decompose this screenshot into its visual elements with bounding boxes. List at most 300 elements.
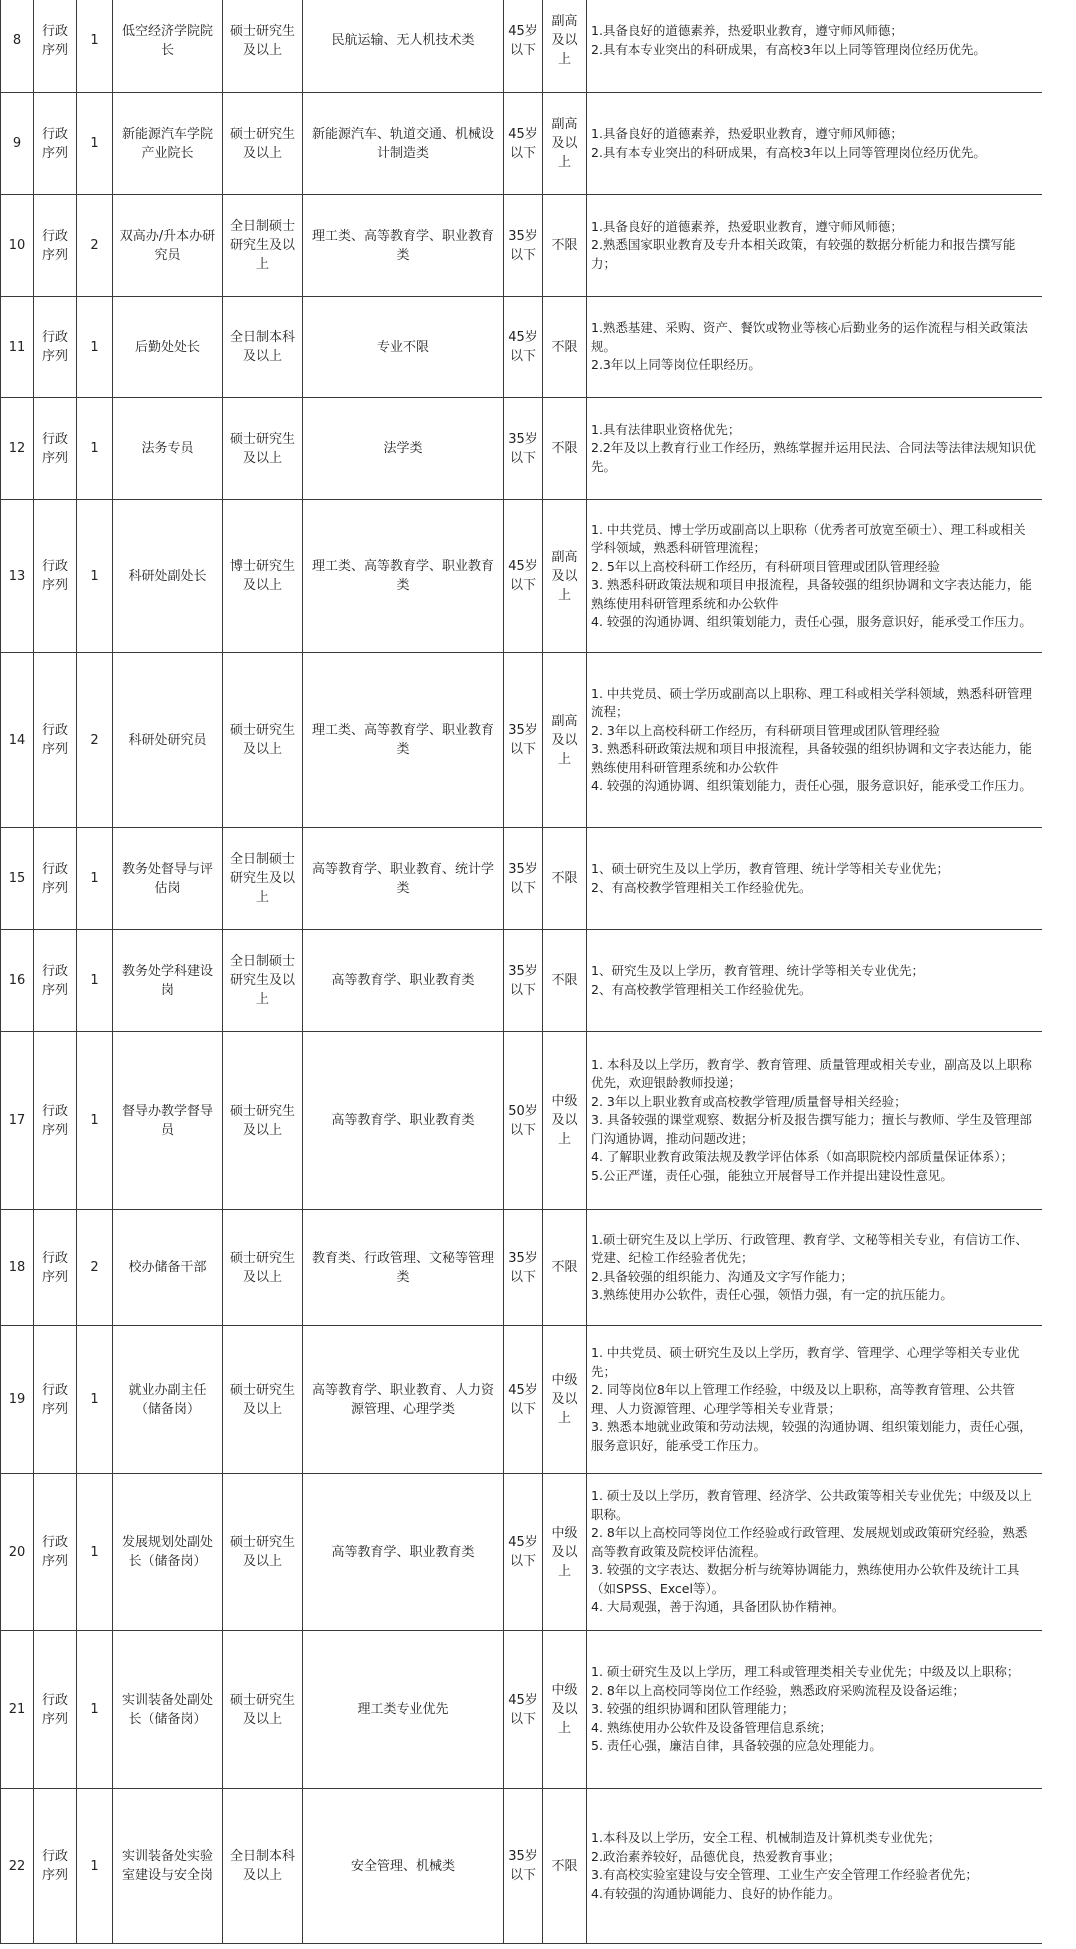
hire-count bbox=[77, 93, 113, 195]
job-series bbox=[34, 1631, 77, 1789]
education-requirement bbox=[223, 653, 303, 828]
row-number-text: 21 bbox=[8, 1702, 26, 1717]
education-requirement-text: 硕士研究生及以上 bbox=[229, 1692, 295, 1727]
requirement-line: 2.具备较强的组织能力、沟通及文字写作能力； bbox=[591, 1268, 853, 1284]
table-row bbox=[1, 398, 1043, 500]
hire-count bbox=[77, 1789, 113, 1944]
job-requirements bbox=[587, 1210, 1043, 1326]
requirement-line: 4. 大局观强，善于沟通，具备团队协作精神。 bbox=[591, 1599, 845, 1615]
row-number-text: 15 bbox=[8, 871, 26, 886]
job-series bbox=[34, 500, 77, 653]
education-requirement-text: 全日制本科及以上 bbox=[229, 1849, 295, 1883]
age-limit bbox=[504, 1210, 543, 1326]
job-series-text: 行政 序列 bbox=[41, 1849, 68, 1883]
age-limit-text: 45岁以下 bbox=[508, 126, 538, 161]
major-requirement bbox=[303, 653, 504, 828]
table-row bbox=[1, 930, 1043, 1032]
requirement-line: 1. 中共党员、硕士学历或副高以上职称、理工科或相关学科领域，熟悉科研管理流程； bbox=[591, 685, 1032, 719]
title-requirement-text: 副高及以上 bbox=[551, 14, 578, 67]
title-requirement-text: 不限 bbox=[551, 1858, 578, 1874]
job-requirements bbox=[587, 653, 1043, 828]
row-number bbox=[1, 1474, 34, 1631]
education-requirement-text: 全日制硕士研究生及以上 bbox=[229, 852, 295, 905]
position-name bbox=[113, 1032, 223, 1210]
requirement-line: 2.具有本专业突出的科研成果，有高校3年以上同等管理岗位经历优先。 bbox=[591, 41, 986, 57]
job-series-text: 行政 序列 bbox=[41, 861, 68, 896]
position-name bbox=[113, 1210, 223, 1326]
position-name-text: 新能源汽车学院产业院长 bbox=[121, 126, 213, 161]
education-requirement bbox=[223, 1789, 303, 1944]
age-limit-text: 45岁以下 bbox=[508, 559, 538, 593]
title-requirement bbox=[543, 1210, 587, 1326]
job-series-text: 行政 序列 bbox=[41, 963, 68, 998]
table-row bbox=[1, 297, 1043, 398]
position-name-text: 后勤处处长 bbox=[134, 339, 200, 355]
row-number-text: 14 bbox=[8, 732, 26, 748]
row-number-text: 22 bbox=[8, 1858, 26, 1874]
requirement-line: 2. 3年以上高校科研工作经历，有科研项目管理或团队管理经验 bbox=[591, 722, 940, 738]
title-requirement bbox=[543, 930, 587, 1032]
age-limit-text: 45岁以下 bbox=[508, 23, 538, 58]
education-requirement bbox=[223, 930, 303, 1032]
position-name-text: 发展规划处副处长（储备岗） bbox=[121, 1535, 213, 1569]
hire-count-text: 1 bbox=[90, 1544, 99, 1560]
requirement-line: 2、有高校教学管理相关工作经验优先。 bbox=[591, 981, 812, 997]
row-number bbox=[1, 297, 34, 398]
job-series bbox=[34, 930, 77, 1032]
education-requirement bbox=[223, 398, 303, 500]
requirement-line: 2、有高校教学管理相关工作经验优先。 bbox=[591, 879, 812, 895]
education-requirement bbox=[223, 93, 303, 195]
position-name bbox=[113, 1789, 223, 1944]
age-limit-text: 35岁以下 bbox=[508, 1250, 538, 1285]
education-requirement bbox=[223, 1326, 303, 1474]
right-margin bbox=[1042, 0, 1076, 1949]
major-requirement bbox=[303, 930, 504, 1032]
age-limit bbox=[504, 1789, 543, 1944]
requirement-line: 3. 熟悉科研政策法规和项目申报流程，具备较强的组织协调和文字表达能力，能熟练使用科研管理系统和办公软件 bbox=[591, 577, 1032, 611]
job-series bbox=[34, 1326, 77, 1474]
hire-count bbox=[77, 500, 113, 653]
hire-count-text: 1 bbox=[90, 1858, 99, 1874]
requirement-line: 1.具备良好的道德素养，热爱职业教育，遵守师风师德； bbox=[591, 23, 903, 38]
position-name-text: 科研处研究员 bbox=[128, 732, 207, 748]
title-requirement bbox=[543, 500, 587, 653]
row-number bbox=[1, 500, 34, 653]
requirement-line: 1.具有法律职业资格优先； bbox=[591, 421, 741, 437]
job-requirements bbox=[587, 930, 1043, 1032]
education-requirement bbox=[223, 195, 303, 297]
major-requirement-text: 理工类、高等教育学、职业教育类 bbox=[311, 559, 494, 593]
job-series bbox=[34, 195, 77, 297]
row-number-text: 8 bbox=[12, 33, 22, 48]
row-number-text: 10 bbox=[8, 238, 26, 253]
job-series-text: 行政 序列 bbox=[41, 1382, 68, 1417]
position-name-text: 教务处学科建设岗 bbox=[121, 963, 213, 998]
table-row bbox=[1, 1032, 1043, 1210]
education-requirement-text: 全日制硕士研究生及以上 bbox=[229, 954, 295, 1007]
hire-count bbox=[77, 1474, 113, 1631]
requirement-line: 3. 熟悉本地就业政策和劳动法规，较强的沟通协调、组织策划能力，责任心强，服务意识好，能承受工作压力。 bbox=[591, 1419, 1032, 1453]
job-requirements bbox=[587, 1032, 1043, 1210]
row-number-text: 12 bbox=[8, 441, 26, 456]
position-name-text: 科研处副处长 bbox=[128, 568, 207, 584]
job-requirements bbox=[587, 1789, 1043, 1944]
job-series-text: 行政 序列 bbox=[41, 330, 68, 364]
title-requirement bbox=[543, 1474, 587, 1631]
job-requirements bbox=[587, 828, 1043, 930]
age-limit-text: 50岁以下 bbox=[508, 1103, 538, 1138]
age-limit bbox=[504, 1631, 543, 1789]
education-requirement bbox=[223, 828, 303, 930]
title-requirement-text: 不限 bbox=[551, 1260, 578, 1275]
requirement-line: 1. 中共党员、硕士研究生及以上学历，教育学、管理学、心理学等相关专业优先； bbox=[591, 1345, 1020, 1379]
title-requirement-text: 中级及以上 bbox=[551, 1373, 578, 1426]
education-requirement-text: 硕士研究生及以上 bbox=[229, 23, 295, 58]
major-requirement-text: 安全管理、机械类 bbox=[350, 1858, 455, 1874]
requirement-line: 1.具备良好的道德素养，热爱职业教育，遵守师风师德； bbox=[591, 218, 903, 234]
job-requirements bbox=[587, 1326, 1043, 1474]
row-number bbox=[1, 1210, 34, 1326]
age-limit bbox=[504, 1474, 543, 1631]
requirement-line: 1、硕士研究生及以上学历，教育管理、统计学等相关专业优先； bbox=[591, 861, 949, 876]
row-number bbox=[1, 930, 34, 1032]
age-limit bbox=[504, 500, 543, 653]
major-requirement-text: 理工类、高等教育学、职业教育类 bbox=[311, 723, 494, 757]
table-row bbox=[1, 1789, 1043, 1944]
hire-count bbox=[77, 398, 113, 500]
hire-count-text: 1 bbox=[90, 136, 99, 151]
requirement-line: 3. 较强的文字表达、数据分析与统筹协调能力，熟练使用办公软件及统计工具（如SPSS、Excel等）。 bbox=[591, 1562, 1020, 1596]
major-requirement-text: 理工类、高等教育学、职业教育类 bbox=[311, 228, 494, 263]
row-number bbox=[1, 93, 34, 195]
major-requirement bbox=[303, 1631, 504, 1789]
requirement-line: 2.政治素养较好，品德优良，热爱教育事业； bbox=[591, 1848, 841, 1864]
education-requirement bbox=[223, 1210, 303, 1326]
title-requirement bbox=[543, 1631, 587, 1789]
age-limit bbox=[504, 930, 543, 1032]
title-requirement-text: 中级及以上 bbox=[551, 1094, 578, 1147]
title-requirement bbox=[543, 0, 587, 93]
major-requirement bbox=[303, 1789, 504, 1944]
job-series-text: 行政 序列 bbox=[41, 431, 68, 466]
requirement-line: 3. 具备较强的课堂观察、数据分析及报告撰写能力；擅长与教师、学生及管理部门沟通协调，推动问题改进； bbox=[591, 1112, 1032, 1146]
position-name bbox=[113, 297, 223, 398]
title-requirement bbox=[543, 93, 587, 195]
age-limit bbox=[504, 398, 543, 500]
age-limit-text: 35岁以下 bbox=[508, 861, 538, 896]
position-name bbox=[113, 1326, 223, 1474]
row-number-text: 18 bbox=[8, 1260, 26, 1275]
table-row bbox=[1, 500, 1043, 653]
job-series-text: 行政 序列 bbox=[41, 1535, 68, 1569]
title-requirement bbox=[543, 297, 587, 398]
job-series bbox=[34, 1789, 77, 1944]
job-series-text: 行政 序列 bbox=[41, 723, 68, 757]
requirement-line: 1.熟悉基建、采购、资产、餐饮或物业等核心后勤业务的运作流程与相关政策法规。 bbox=[591, 320, 1028, 354]
education-requirement bbox=[223, 0, 303, 93]
major-requirement bbox=[303, 828, 504, 930]
age-limit bbox=[504, 1032, 543, 1210]
job-requirements bbox=[587, 0, 1043, 93]
position-name bbox=[113, 93, 223, 195]
requirement-line: 4. 了解职业教育政策法规及教学评估体系（如高职院校内部质量保证体系）； bbox=[591, 1149, 1014, 1165]
position-name bbox=[113, 0, 223, 93]
age-limit-text: 35岁以下 bbox=[508, 228, 538, 263]
title-requirement-text: 副高及以上 bbox=[551, 713, 578, 767]
row-number bbox=[1, 398, 34, 500]
row-number-text: 9 bbox=[12, 136, 22, 151]
requirement-line: 5. 责任心强，廉洁自律，具备较强的应急处理能力。 bbox=[591, 1738, 882, 1754]
title-requirement-text: 副高及以上 bbox=[551, 549, 578, 603]
row-number-text: 13 bbox=[8, 568, 26, 584]
major-requirement-text: 新能源汽车、轨道交通、机械设计制造类 bbox=[311, 126, 494, 161]
title-requirement-text: 不限 bbox=[551, 973, 578, 988]
requirement-line: 2.熟悉国家职业教育及专升本相关政策，有较强的数据分析能力和报告撰写能力； bbox=[591, 237, 1016, 271]
table-row bbox=[1, 93, 1043, 195]
row-number bbox=[1, 828, 34, 930]
requirement-line: 2.具有本专业突出的科研成果，有高校3年以上同等管理岗位经历优先。 bbox=[591, 144, 986, 160]
row-number bbox=[1, 1789, 34, 1944]
major-requirement-text: 法学类 bbox=[383, 441, 423, 456]
major-requirement bbox=[303, 500, 504, 653]
hire-count bbox=[77, 653, 113, 828]
hire-count bbox=[77, 195, 113, 297]
row-number bbox=[1, 0, 34, 93]
major-requirement bbox=[303, 195, 504, 297]
row-number bbox=[1, 653, 34, 828]
education-requirement-text: 全日制本科及以上 bbox=[229, 330, 295, 364]
age-limit-text: 45岁以下 bbox=[508, 1535, 538, 1569]
requirement-line: 2.3年以上同等岗位任职经历。 bbox=[591, 357, 761, 373]
hire-count-text: 1 bbox=[90, 1702, 99, 1717]
title-requirement-text: 不限 bbox=[551, 871, 578, 886]
job-series bbox=[34, 828, 77, 930]
position-name-text: 校办储备干部 bbox=[128, 1260, 207, 1275]
age-limit bbox=[504, 297, 543, 398]
major-requirement-text: 高等教育学、职业教育类 bbox=[331, 1113, 475, 1128]
requirement-line: 2.2年及以上教育行业工作经历，熟练掌握并运用民法、合同法等法律法规知识优先。 bbox=[591, 440, 1036, 474]
age-limit bbox=[504, 1326, 543, 1474]
requirement-line: 2. 8年以上高校同等岗位工作经验或行政管理、发展规划或政策研究经验，熟悉高等教育政策及院校评估流程。 bbox=[591, 1525, 1028, 1559]
requirement-line: 1.硕士研究生及以上学历、行政管理、教育学、文秘等相关专业，有信访工作、党建、纪检工作经验者优先； bbox=[591, 1231, 1028, 1265]
age-limit bbox=[504, 828, 543, 930]
major-requirement-text: 高等教育学、职业教育类 bbox=[331, 1544, 475, 1560]
requirement-line: 2. 5年以上高校科研工作经历，有科研项目管理或团队管理经验 bbox=[591, 558, 940, 574]
age-limit-text: 35岁以下 bbox=[508, 1849, 538, 1883]
job-series bbox=[34, 1474, 77, 1631]
row-number-text: 20 bbox=[8, 1544, 26, 1560]
row-number-text: 19 bbox=[8, 1392, 26, 1407]
requirement-line: 2. 8年以上高校同等岗位工作经验，熟悉政府采购流程及设备运维； bbox=[591, 1682, 965, 1698]
education-requirement-text: 博士研究生及以上 bbox=[229, 559, 295, 593]
major-requirement bbox=[303, 0, 504, 93]
requirement-line: 1.具备良好的道德素养，热爱职业教育，遵守师风师德； bbox=[591, 126, 903, 141]
title-requirement bbox=[543, 1789, 587, 1944]
hire-count-text: 1 bbox=[90, 973, 99, 988]
requirement-line: 3. 熟悉科研政策法规和项目申报流程，具备较强的组织协调和文字表达能力，能熟练使用科研管理系统和办公软件 bbox=[591, 741, 1032, 775]
title-requirement-text: 副高及以上 bbox=[551, 117, 578, 170]
age-limit-text: 35岁以下 bbox=[508, 431, 538, 466]
job-series-text: 行政 序列 bbox=[41, 1103, 68, 1138]
hire-count bbox=[77, 0, 113, 93]
education-requirement-text: 硕士研究生及以上 bbox=[229, 431, 295, 466]
age-limit bbox=[504, 0, 543, 93]
title-requirement-text: 中级及以上 bbox=[551, 1683, 578, 1736]
title-requirement bbox=[543, 398, 587, 500]
major-requirement bbox=[303, 398, 504, 500]
education-requirement-text: 全日制硕士研究生及以上 bbox=[229, 219, 295, 272]
hire-count-text: 1 bbox=[90, 339, 99, 355]
position-name-text: 双高办/升本办研究员 bbox=[119, 228, 216, 263]
job-series-text: 行政 序列 bbox=[41, 23, 68, 58]
title-requirement-text: 不限 bbox=[551, 339, 578, 355]
requirement-line: 1、研究生及以上学历，教育管理、统计学等相关专业优先； bbox=[591, 963, 924, 978]
position-name bbox=[113, 930, 223, 1032]
requirement-line: 3.有高校实验室建设与安全管理、工业生产安全管理工作经验者优先； bbox=[591, 1867, 978, 1882]
title-requirement bbox=[543, 828, 587, 930]
requirement-line: 4. 熟练使用办公软件及设备管理信息系统； bbox=[591, 1719, 832, 1735]
table-row bbox=[1, 195, 1043, 297]
major-requirement-text: 高等教育学、职业教育、统计学类 bbox=[311, 861, 494, 896]
major-requirement-text: 专业不限 bbox=[376, 339, 429, 355]
position-name bbox=[113, 500, 223, 653]
position-name-text: 实训装备处实验室建设与安全岗 bbox=[121, 1849, 213, 1883]
table-row bbox=[1, 1326, 1043, 1474]
job-series-text: 行政 序列 bbox=[41, 228, 68, 263]
hire-count-text: 1 bbox=[90, 568, 99, 584]
title-requirement bbox=[543, 1326, 587, 1474]
job-requirements bbox=[587, 1474, 1043, 1631]
title-requirement-text: 中级及以上 bbox=[551, 1525, 578, 1579]
major-requirement-text: 民航运输、无人机技术类 bbox=[331, 33, 475, 48]
major-requirement bbox=[303, 1210, 504, 1326]
education-requirement-text: 硕士研究生及以上 bbox=[229, 1382, 295, 1417]
table-row bbox=[1, 0, 1043, 93]
job-requirements bbox=[587, 1631, 1043, 1789]
position-name bbox=[113, 653, 223, 828]
education-requirement bbox=[223, 297, 303, 398]
title-requirement-text: 不限 bbox=[551, 441, 578, 456]
position-name bbox=[113, 828, 223, 930]
education-requirement-text: 硕士研究生及以上 bbox=[229, 723, 295, 757]
hire-count-text: 2 bbox=[90, 238, 99, 253]
job-series-text: 行政 序列 bbox=[41, 126, 68, 161]
age-limit-text: 45岁以下 bbox=[508, 330, 538, 364]
age-limit-text: 45岁以下 bbox=[508, 1692, 538, 1727]
hire-count bbox=[77, 930, 113, 1032]
education-requirement bbox=[223, 1631, 303, 1789]
job-requirements bbox=[587, 500, 1043, 653]
requirement-line: 1. 本科及以上学历，教育学、教育管理、质量管理或相关专业，副高及以上职称优先，欢迎银龄教师投递； bbox=[591, 1056, 1032, 1091]
education-requirement-text: 硕士研究生及以上 bbox=[229, 1250, 295, 1285]
job-series bbox=[34, 93, 77, 195]
position-name bbox=[113, 195, 223, 297]
hire-count-text: 1 bbox=[90, 33, 99, 48]
education-requirement-text: 硕士研究生及以上 bbox=[229, 1103, 295, 1138]
major-requirement bbox=[303, 1474, 504, 1631]
position-name-text: 督导办教学督导员 bbox=[121, 1103, 213, 1138]
hire-count bbox=[77, 1210, 113, 1326]
row-number bbox=[1, 1326, 34, 1474]
major-requirement bbox=[303, 297, 504, 398]
hire-count-text: 1 bbox=[90, 1392, 99, 1407]
age-limit-text: 35岁以下 bbox=[508, 723, 538, 757]
hire-count-text: 1 bbox=[90, 1113, 99, 1128]
age-limit-text: 45岁以下 bbox=[508, 1382, 538, 1417]
job-series bbox=[34, 1032, 77, 1210]
row-number bbox=[1, 1032, 34, 1210]
hire-count bbox=[77, 1032, 113, 1210]
hire-count-text: 1 bbox=[90, 871, 99, 886]
requirement-line: 1. 硕士及以上学历，教育管理、经济学、公共政策等相关专业优先；中级及以上职称。 bbox=[591, 1488, 1032, 1522]
age-limit bbox=[504, 93, 543, 195]
job-series bbox=[34, 297, 77, 398]
hire-count-text: 2 bbox=[90, 1260, 99, 1275]
table-row bbox=[1, 1631, 1043, 1789]
title-requirement bbox=[543, 653, 587, 828]
major-requirement-text: 理工类专业优先 bbox=[357, 1702, 449, 1717]
requirement-line: 3.熟练使用办公软件，责任心强，领悟力强，有一定的抗压能力。 bbox=[591, 1287, 953, 1302]
job-series bbox=[34, 1210, 77, 1326]
major-requirement bbox=[303, 93, 504, 195]
requirement-line: 1. 硕士研究生及以上学历，理工科或管理类相关专业优先；中级及以上职称； bbox=[591, 1664, 1020, 1680]
title-requirement bbox=[543, 195, 587, 297]
job-series-text: 行政 序列 bbox=[41, 1692, 68, 1727]
position-name-text: 教务处督导与评估岗 bbox=[121, 861, 213, 896]
requirement-line: 2. 同等岗位8年以上管理工作经验，中级及以上职称，高等教育管理、公共管理、人力资源管理、心理学等相关专业背景； bbox=[591, 1382, 1015, 1416]
requirement-line: 1.本科及以上学历，安全工程、机械制造及计算机类专业优先； bbox=[591, 1830, 941, 1845]
row-number-text: 11 bbox=[8, 339, 26, 355]
job-series-text: 行政 序列 bbox=[41, 559, 68, 593]
position-name bbox=[113, 1631, 223, 1789]
education-requirement-text: 硕士研究生及以上 bbox=[229, 126, 295, 161]
age-limit-text: 35岁以下 bbox=[508, 963, 538, 998]
requirement-line: 3. 较强的组织协调和团队管理能力； bbox=[591, 1701, 795, 1717]
position-name bbox=[113, 398, 223, 500]
job-requirements bbox=[587, 93, 1043, 195]
education-requirement-text: 硕士研究生及以上 bbox=[229, 1535, 295, 1569]
row-number-text: 16 bbox=[8, 973, 26, 988]
row-number-text: 17 bbox=[8, 1113, 26, 1128]
requirement-line: 4. 较强的沟通协调、组织策划能力，责任心强，服务意识好，能承受工作压力。 bbox=[591, 614, 1032, 629]
position-name-text: 就业办副主任（储备岗） bbox=[128, 1382, 207, 1417]
requirement-line: 5.公正严谨，责任心强，能独立开展督导工作并提出建设性意见。 bbox=[591, 1167, 953, 1183]
hire-count bbox=[77, 1631, 113, 1789]
title-requirement bbox=[543, 1032, 587, 1210]
major-requirement-text: 高等教育学、职业教育、人力资源管理、心理学类 bbox=[311, 1382, 494, 1417]
major-requirement-text: 高等教育学、职业教育类 bbox=[331, 973, 475, 988]
education-requirement bbox=[223, 1474, 303, 1631]
job-requirements bbox=[587, 398, 1043, 500]
requirement-line: 1. 中共党员、博士学历或副高以上职称（优秀者可放宽至硕士）、理工科或相关学科领域，熟悉科研管理流程； bbox=[591, 521, 1026, 555]
job-series bbox=[34, 653, 77, 828]
job-series-text: 行政 序列 bbox=[41, 1250, 68, 1285]
title-requirement-text: 不限 bbox=[551, 238, 578, 253]
age-limit bbox=[504, 653, 543, 828]
job-requirements bbox=[587, 195, 1043, 297]
hire-count bbox=[77, 1326, 113, 1474]
position-name-text: 低空经济学院院长 bbox=[121, 23, 213, 58]
table-row bbox=[1, 653, 1043, 828]
position-name-text: 实训装备处副处长（储备岗） bbox=[121, 1692, 213, 1727]
row-number bbox=[1, 195, 34, 297]
job-requirements bbox=[587, 297, 1043, 398]
major-requirement bbox=[303, 1326, 504, 1474]
table-row bbox=[1, 828, 1043, 930]
education-requirement bbox=[223, 500, 303, 653]
requirement-line: 4. 较强的沟通协调、组织策划能力，责任心强，服务意识好，能承受工作压力。 bbox=[591, 778, 1032, 793]
